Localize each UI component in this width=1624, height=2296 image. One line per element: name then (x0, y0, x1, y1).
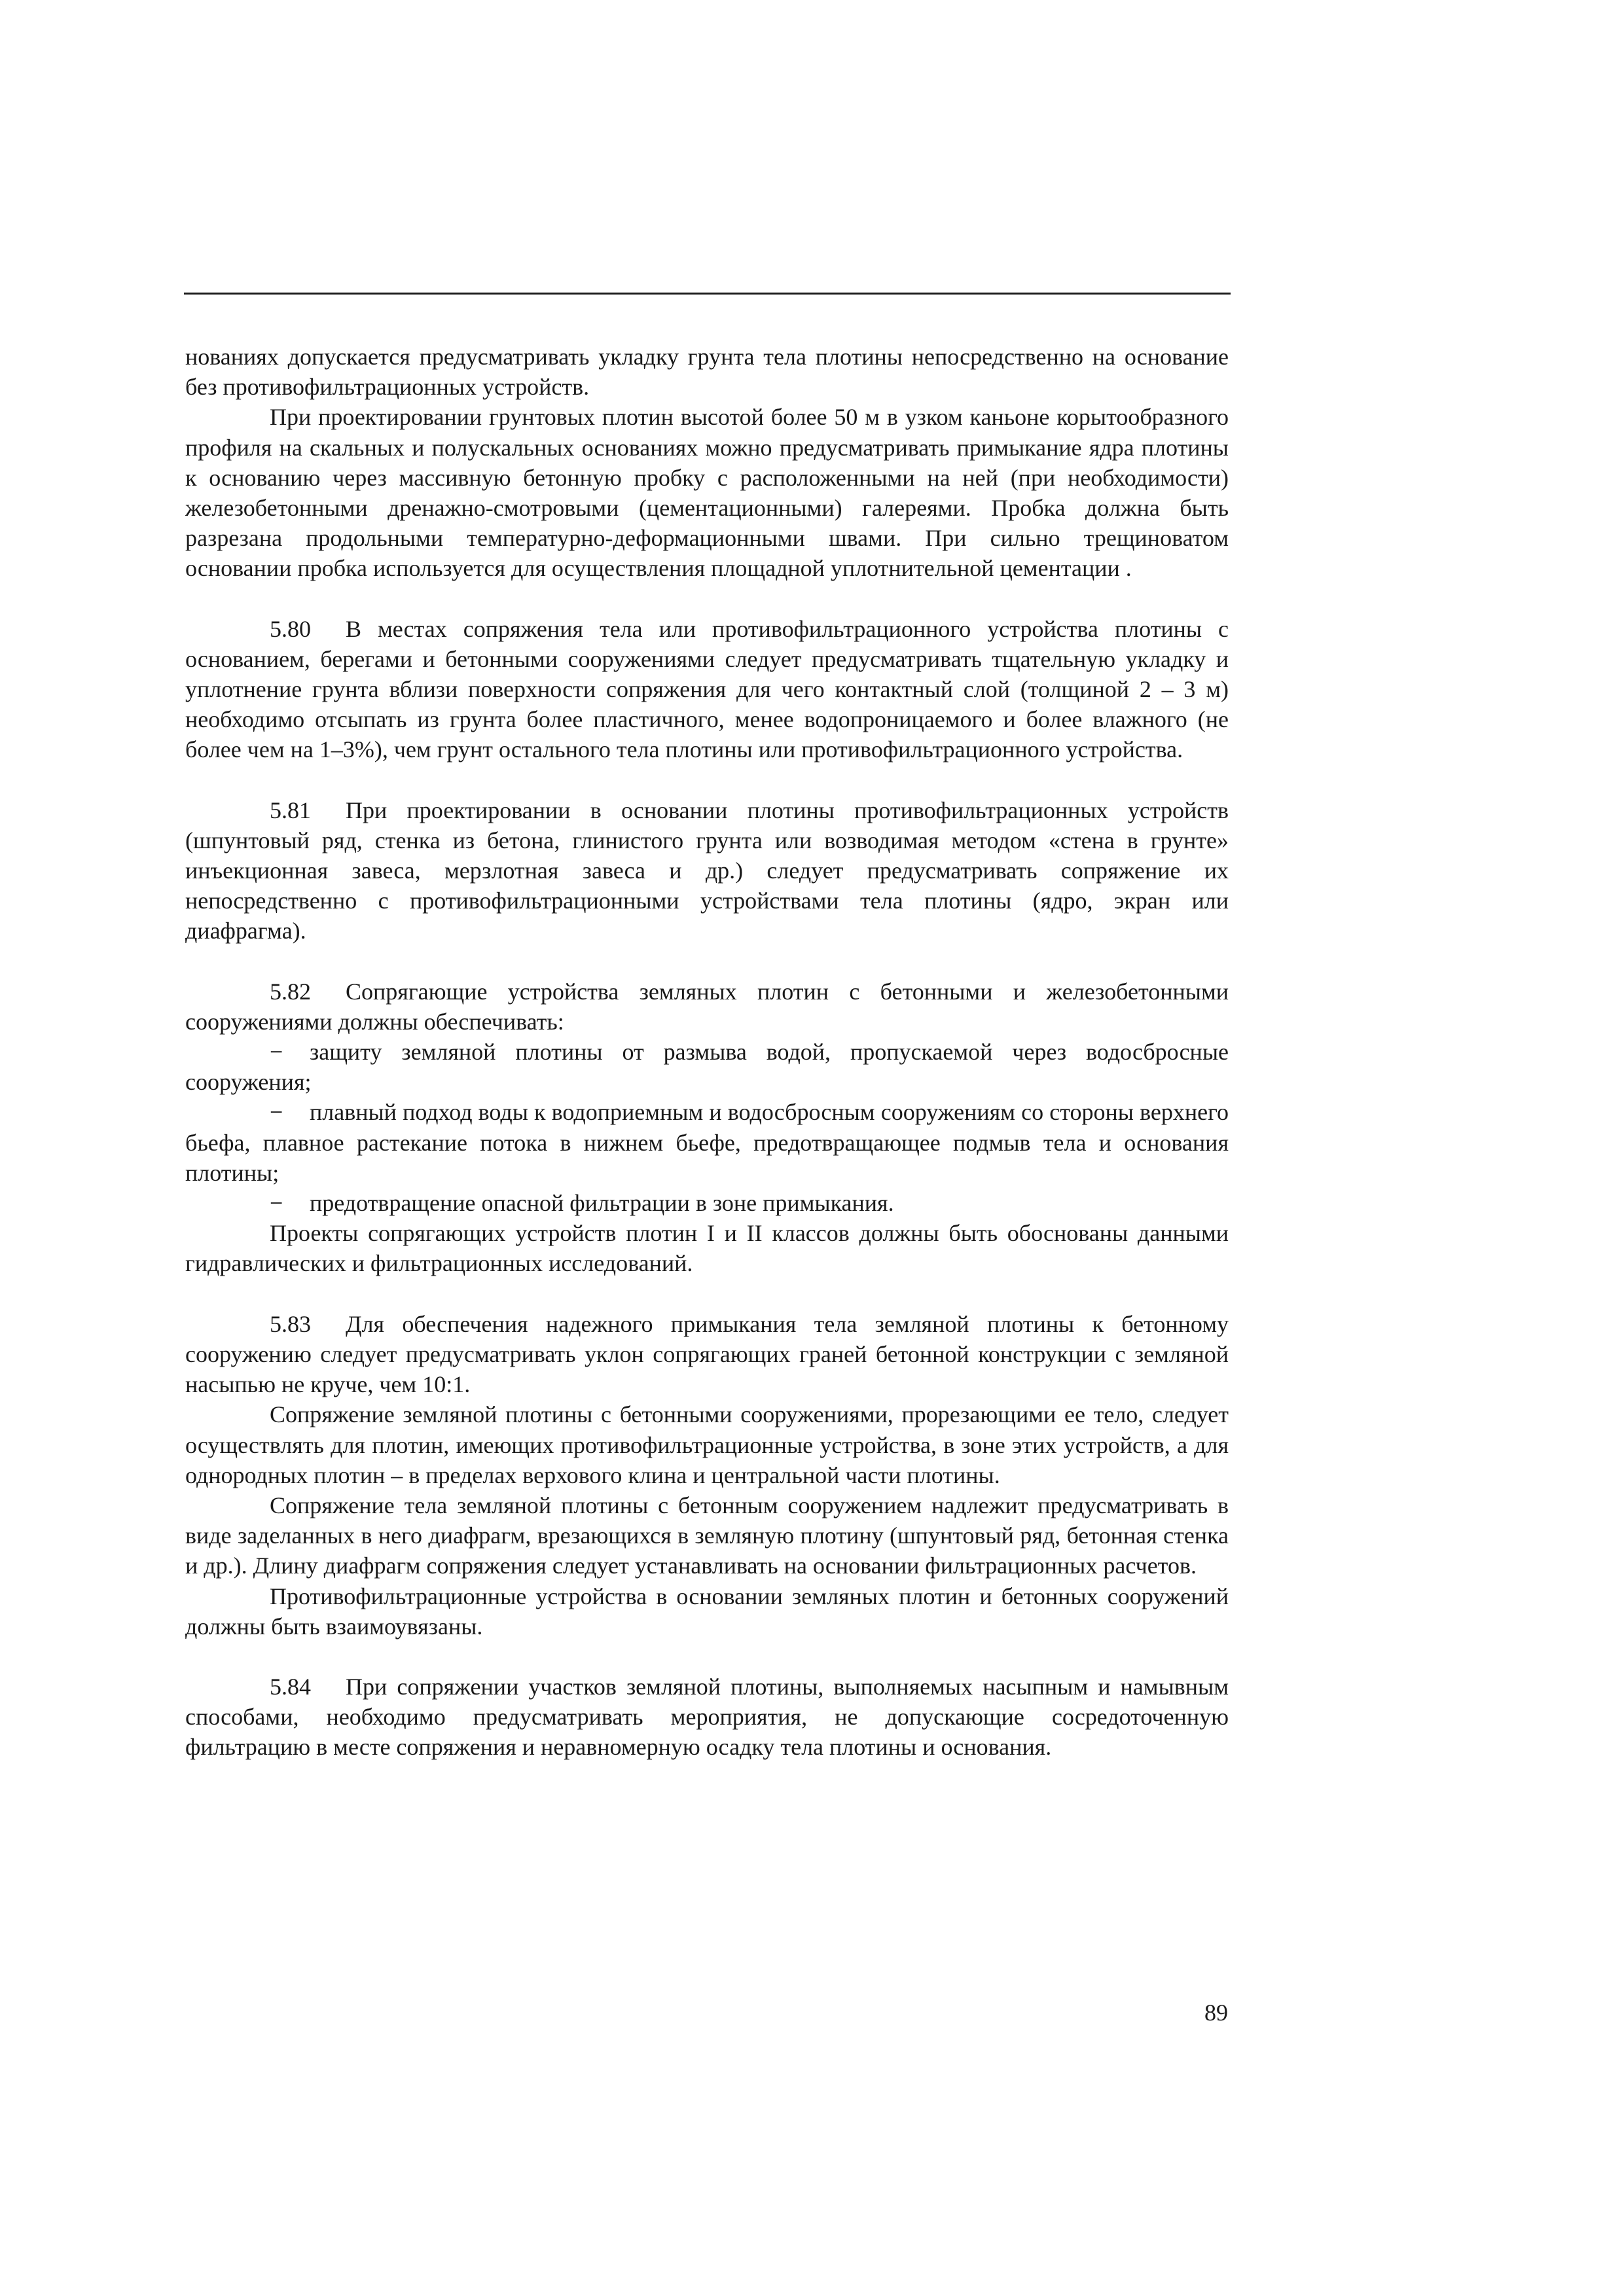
section-5-84 (185, 1672, 1229, 1763)
paragraph-continuation: нованиях допускается предусматривать укладку грунта тела плотины непосредственно на основание без противофильтрационных устройств. (185, 344, 1229, 401)
section-5-82 (185, 977, 1229, 1037)
section-text: При сопряжении участков земляной плотины, выполняемых насыпным и намывным способами, необходимо предусматривать мероприятия, не допускающие сосредоточенную фильтрацию в месте сопряжения и неравномерную осадку тела плотины и основания. (185, 1673, 1229, 1761)
list-item (185, 1037, 1229, 1097)
section-number: 5.84 (270, 1673, 311, 1700)
page-number: 89 (1204, 2000, 1228, 2026)
section-5-80 (185, 614, 1229, 765)
document-body (185, 342, 1229, 1763)
section-text: При проектировании в основании плотины противофильтрационных устройств (шпунтовый ряд, стенка из бетона, глинистого грунта или возводимая методом «стена в грунте» инъекционная завеса, мерзлотная завеса и др.) следует предусматривать сопряжение их непосредственно с противофильтрационными устройствами тела плотины (ядро, экран или диафрагма). (185, 797, 1229, 944)
section-5-83 (185, 1309, 1229, 1400)
list-item-text: защиту земляной плотины от размыва водой, пропускаемой через водосбросные сооружения; (185, 1039, 1229, 1096)
paragraph-canyon-dams: При проектировании грунтовых плотин высотой более 50 м в узком каньоне корытообразного профиля на скальных и полускальных основаниях можно предусматривать примыкание ядра плотины к основанию через массивную бетонную пробку с расположенными на ней (при необходимости) железобетонными дренажно-смотровыми (цементационными) галереями. Пробка должна быть разрезана продольными температурно-деформационными швами. При сильно трещиноватом основании пробка используется для осуществления площадной уплотнительной цементации . (185, 404, 1229, 582)
dash-bullet: − (270, 1039, 283, 1066)
list-item (185, 1188, 1229, 1218)
paragraph-projects: Проекты сопрягающих устройств плотин I и II классов должны быть обоснованы данными гидравлических и фильтрационных исследований. (185, 1220, 1229, 1277)
paragraph-diaphragms: Сопряжение тела земляной плотины с бетонным сооружением надлежит предусматривать в виде заделанных в него диафрагм, врезающихся в земляную плотину (шпунтовый ряд, бетонная стенка и др.). Длину диафрагм сопряжения следует устанавливать на основании фильтрационных расчетов. (185, 1492, 1229, 1579)
section-number: 5.80 (270, 615, 311, 642)
dash-bullet: − (270, 1099, 283, 1126)
section-text: Сопрягающие устройства земляных плотин с бетонными и железобетонными сооружениями должны обеспечивать: (185, 978, 1229, 1035)
paragraph-interlinked: Противофильтрационные устройства в основании земляных плотин и бетонных сооружений должны быть взаимоувязаны. (185, 1583, 1229, 1640)
section-5-81 (185, 795, 1229, 946)
list-item (185, 1097, 1229, 1188)
section-number: 5.82 (270, 978, 311, 1005)
dash-bullet: − (270, 1190, 283, 1217)
section-text: В местах сопряжения тела или противофильтрационного устройства плотины с основанием, берегами и бетонными сооружениями следует предусматривать тщательную укладку и уплотнение грунта вблизи поверхности сопряжения для чего контактный слой (толщиной 2 – 3 м) необходимо отсыпать из грунта более пластичного, менее водопроницаемого и более влажного (не более чем на 1–3%), чем грунт остального тела плотины или противофильтрационного устройства. (185, 615, 1229, 763)
list-item-text: предотвращение опасной фильтрации в зоне примыкания. (310, 1190, 894, 1217)
section-number: 5.81 (270, 797, 311, 823)
paragraph-concrete-junction: Сопряжение земляной плотины с бетонными сооружениями, прорезающими ее тело, следует осуществлять для плотин, имеющих противофильтрационные устройства, в зоне этих устройств, а для однородных плотин – в пределах верхового клина и центральной части плотины. (185, 1401, 1229, 1488)
section-text: Для обеспечения надежного примыкания тела земляной плотины к бетонному сооружению следует предусматривать уклон сопрягающих граней бетонной конструкции с земляной насыпью не круче, чем 10:1. (185, 1310, 1229, 1398)
list-item-text: плавный подход воды к водоприемным и водосбросным сооружениям со стороны верхнего бьефа, плавное растекание потока в нижнем бьефе, предотвращающее подмыв тела и основания плотины; (185, 1099, 1229, 1186)
section-number: 5.83 (270, 1310, 311, 1337)
header-rule (184, 293, 1231, 295)
